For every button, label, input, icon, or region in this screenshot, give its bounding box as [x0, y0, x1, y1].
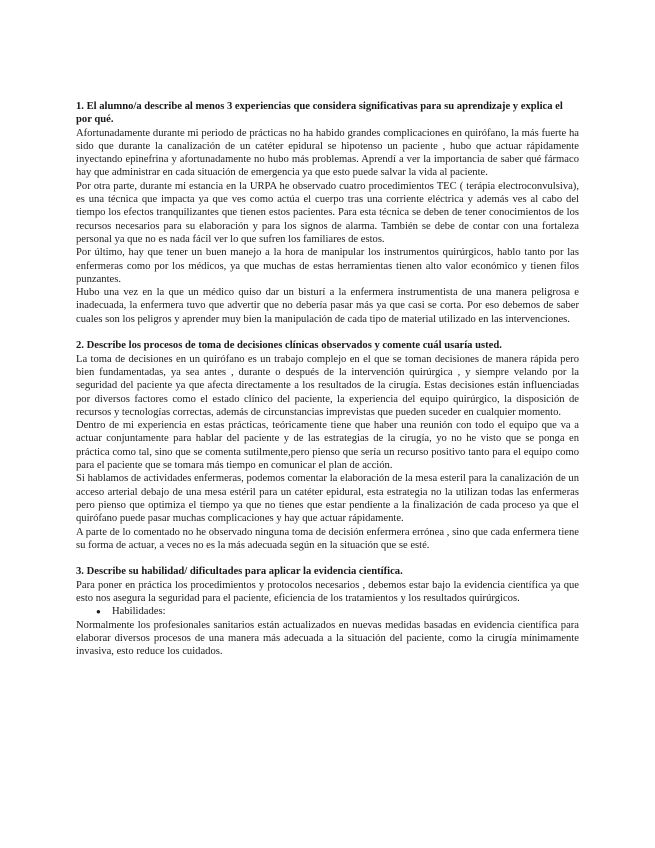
document-page — [76, 100, 579, 658]
paragraph: Hubo una vez en la que un médico quiso dar un bisturí a la enfermera instrumentista de una manera peligrosa e inadecuada, la enfermera tuvo que advertir que no debería pasar más ya que casi se corta. Por eso debemos de saber cuales son los peligros y aprender muy bien la manipulación de cada tipo de material utilizado en las intervenciones. — [76, 287, 579, 325]
paragraph: Afortunadamente durante mi periodo de prácticas no ha habido grandes complicaciones en quirófano, la más fuerte ha sido que durante la canalización de un catéter epidural se hipotenso un paciente , hubo que actuar rápidamente inyectando epinefrina y afortunadamente no hubo más problemas. Aprendí a ver la importancia de saber qué fármaco hay que administrar en cada situación de emergencia ya que esto puede salvar la vida al paciente. — [76, 127, 579, 179]
section-heading: 1. El alumno/a describe al menos 3 experiencias que considera significativas para su aprendizaje y explica el por qué. — [76, 101, 563, 126]
paragraph: Dentro de mi experiencia en estas prácticas, teóricamente tiene que haber una reunión con todo el equipo que va a actuar conjuntamente para hablar del paciente y de las estrategias de la cirugía, yo no he visto que se ponga en práctica como tal, sino que se comenta sutilmente,pero pienso que sería un recurso positivo tanto para el equipo como para el paciente que se tomara más tiempo en comunicar el plan de acción. — [76, 420, 579, 472]
paragraph: Por otra parte, durante mi estancia en la URPA he observado cuatro procedimientos TEC ( terápia electroconvulsiva), es una técnica que impacta ya que ves como actúa el cuerpo tras una corriente eléctrica y además ves al cabo del tiempo los efectos tranquilizantes que tienen estos pacientes. Para esta técnica se deben de tener conocimientos de los recursos necesarios para su elaboración y para los signos de alarma. También se debe de contar con una fortaleza personal ya que no es nada fácil ver lo que sufren los familiares de estos. — [76, 180, 579, 245]
paragraph: Normalmente los profesionales sanitarios están actualizados en nuevas medidas basadas en evidencia científica para elaborar diversos procesos de una manera más adecuada a la situación del paciente, como la cirugía mínimamente invasiva, esto reduce los cuidados. — [76, 619, 579, 658]
paragraph: Por último, hay que tener un buen manejo a la hora de manipular los instrumentos quirúrgicos, hablo tanto por las enfermeras como por los médicos, ya que muchas de estas herramientas tienen alto valor económico y tienen filos punzantes. — [76, 247, 579, 285]
section-3 — [76, 565, 579, 658]
paragraph: Si hablamos de actividades enfermeras, podemos comentar la elaboración de la mesa esteril para la canalización de un acceso arterial debajo de una mesa estéril para un catéter epidural, esta estrategia no la utilizan todas las enfermeras pero pienso que optimiza el tiempo ya que no tienes que estar pendiente a la finalización de cada proceso ya que el quirófano puede pasar muchas complicaciones y hay que actuar rápidamente. — [76, 473, 579, 525]
list-item-label: Habilidades: — [112, 606, 166, 618]
paragraph: A parte de lo comentado no he observado ninguna toma de decisión enfermera errónea , sino que cada enfermera tiene su forma de actuar, a veces no es la más adecuada según en la situación que se esté. — [76, 526, 579, 551]
section-2 — [76, 339, 579, 552]
section-heading: 3. Describe su habilidad/ dificultades para aplicar la evidencia científica. — [76, 566, 403, 578]
bullet-list — [76, 605, 579, 618]
list-item — [76, 605, 579, 618]
paragraph: Para poner en práctica los procedimientos y protocolos necesarios , debemos estar bajo la evidencia científica ya que esto nos asegura la seguridad para el paciente, eficiencia de los tratamientos y los resultados quirúrgicos. — [76, 579, 579, 604]
section-1 — [76, 100, 579, 326]
paragraph: La toma de decisiones en un quirófano es un trabajo complejo en el que se toman decisiones de manera rápida pero bien fundamentadas, ya sea antes , durante o después de la intervención quirúrgica , y siempre velando por la seguridad del paciente ya que afecta directamente a los resultados de la cirugía. Estas decisiones están influenciadas por diversos factores como el estado clínico del paciente, la experiencia del equipo quirúrgico, la disposición de recursos y tecnologías correctas, además de circunstancias imprevistas que pueden suceder en cualquier momento. — [76, 353, 579, 418]
section-heading: 2. Describe los procesos de toma de decisiones clínicas observados y comente cuál usaría usted. — [76, 340, 502, 352]
bullet-icon: ● — [96, 607, 101, 617]
